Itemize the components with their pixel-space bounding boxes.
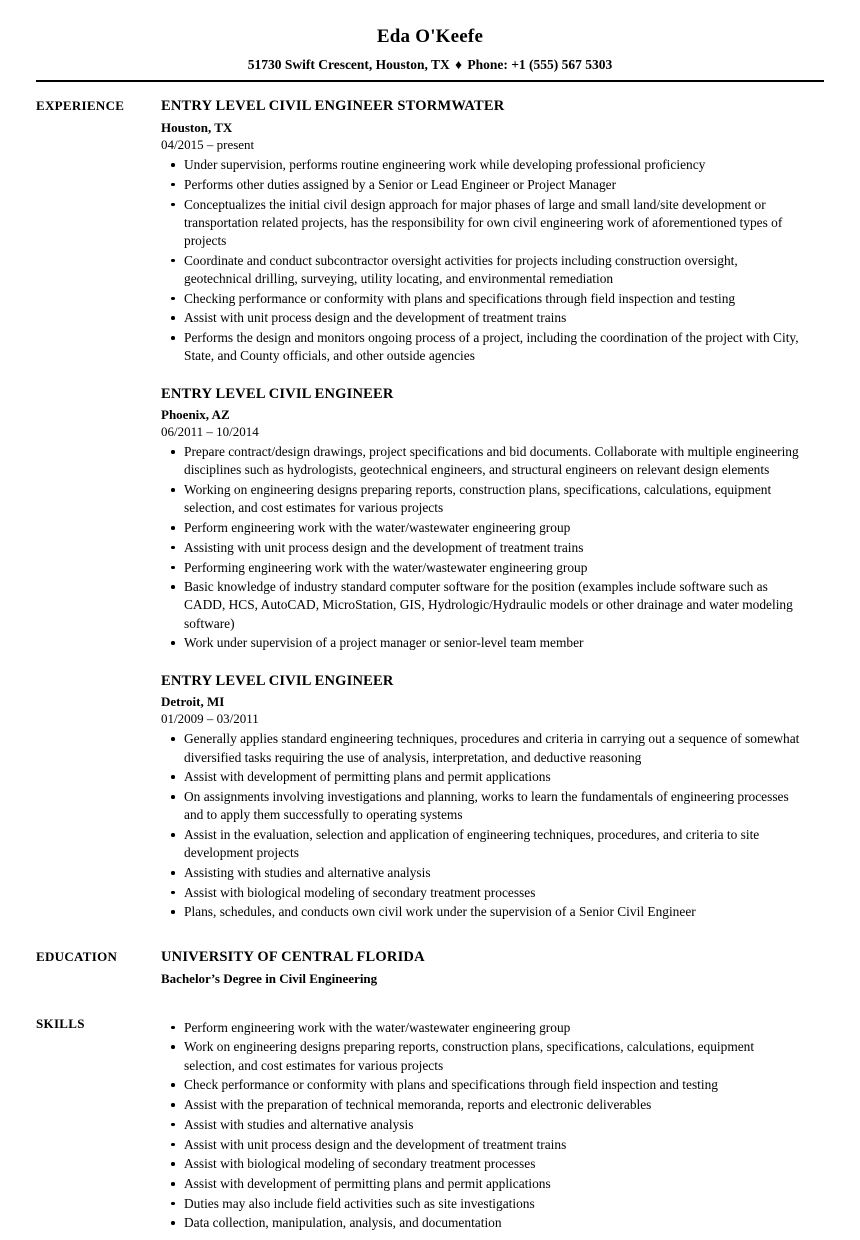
job-bullet: Assist in the evaluation, selection and application of engineering techniques, procedures, and criteria to site development projects [161,826,806,862]
skill-bullet: Assist with studies and alternative analysis [161,1116,806,1134]
job-dates: 06/2011 – 10/2014 [161,423,259,439]
job-bullet: Working on engineering designs preparing reports, construction plans, specifications, calculations, equipment selection, and cost estimates for various projects [161,481,806,517]
job-bullet: On assignments involving investigations and planning, works to learn the fundamentals of engineering processes and to apply them successfully to operating systems [161,788,806,824]
contact-line [0,57,860,73]
education-degree: Bachelor’s Degree in Civil Engineering [161,971,378,987]
skills-section [0,1015,860,1233]
experience-entry [161,672,806,922]
job-bullet: Prepare contract/design drawings, project specifications and bid documents. Collaborate with multiple engineering disciplines such as hydrologists, geotechnical engineers, and structural engineers on relevant design elements [161,443,806,479]
job-dates: 04/2015 – present [161,136,255,152]
diamond-separator-icon: ♦ [455,56,462,72]
job-bullet-list [161,443,806,652]
job-bullet: Assist with biological modeling of secondary treatment processes [161,884,806,902]
job-bullet: Under supervision, performs routine engineering work while developing professional proficiency [161,156,806,174]
education-section-body [161,948,806,987]
skill-bullet: Assist with the preparation of technical memoranda, reports and electronic deliverables [161,1096,806,1114]
skill-bullet: Perform engineering work with the water/wastewater engineering group [161,1019,806,1037]
job-bullet: Assist with unit process design and the development of treatment trains [161,309,806,327]
job-location: Houston, TX [161,119,233,135]
job-bullet: Assisting with unit process design and the development of treatment trains [161,539,806,557]
experience-section-label: EXPERIENCE [36,98,125,114]
contact-phone: Phone: +1 (555) 567 5303 [467,56,613,72]
header-divider [36,80,824,82]
education-section-label: EDUCATION [36,948,118,964]
job-dates: 01/2009 – 03/2011 [161,710,259,726]
skill-bullet: Assist with unit process design and the development of treatment trains [161,1136,806,1154]
experience-section-body [161,97,806,921]
job-location: Detroit, MI [161,694,225,710]
skill-bullet: Work on engineering designs preparing reports, construction plans, specifications, calculations, equipment selection, and cost estimates for various projects [161,1038,806,1074]
job-bullet: Basic knowledge of industry standard computer software for the position (examples include software such as CADD, HCS, AutoCAD, MicroStation, GIS, Hydrologic/Hydraulic models or other drainage and water modeling software) [161,578,806,633]
job-title: ENTRY LEVEL CIVIL ENGINEER [161,385,394,402]
experience-entry [161,385,806,653]
job-bullet-list [161,156,806,365]
skills-bullet-list [161,1019,806,1233]
job-bullet: Performs the design and monitors ongoing process of a project, including the coordination of the project with City, State, and County officials, and other outside agencies [161,329,806,365]
job-bullet: Conceptualizes the initial civil design approach for major phases of large and small land/site development or transportation related projects, has the responsibility for own civil engineering work of aforementioned types of projects [161,196,806,251]
skill-bullet: Assist with development of permitting plans and permit applications [161,1175,806,1193]
job-bullet: Perform engineering work with the water/wastewater engineering group [161,519,806,537]
job-bullet: Checking performance or conformity with plans and specifications through field inspection and testing [161,290,806,308]
job-title: ENTRY LEVEL CIVIL ENGINEER [161,672,394,689]
job-bullet: Coordinate and conduct subcontractor oversight activities for projects including construction oversight, geotechnical drilling, surveying, utility locating, and environmental remediation [161,252,806,288]
contact-address: 51730 Swift Crescent, Houston, TX [247,56,450,72]
skill-bullet: Duties may also include field activities such as site investigations [161,1195,806,1213]
education-school: UNIVERSITY OF CENTRAL FLORIDA [161,948,425,965]
skill-bullet: Check performance or conformity with plans and specifications through field inspection and testing [161,1076,806,1094]
job-bullet: Assist with development of permitting plans and permit applications [161,768,806,786]
resume-header [0,0,860,82]
job-bullet: Plans, schedules, and conducts own civil work under the supervision of a Senior Civil Engineer [161,903,806,921]
experience-section [0,97,860,921]
job-bullet: Assisting with studies and alternative analysis [161,864,806,882]
skill-bullet: Data collection, manipulation, analysis, and documentation [161,1214,806,1232]
job-location: Phoenix, AZ [161,407,230,423]
experience-entry [161,97,806,365]
job-bullet: Work under supervision of a project manager or senior-level team member [161,634,806,652]
job-bullet: Performing engineering work with the water/wastewater engineering group [161,559,806,577]
job-bullet-list [161,730,806,921]
skills-section-label: SKILLS [36,1015,85,1031]
candidate-name: Eda O'Keefe [376,26,484,47]
skills-section-body [161,1015,806,1233]
job-bullet: Generally applies standard engineering techniques, procedures and criteria in carrying out a sequence of somewhat diversified tasks requiring the use of analysis, interpretation, and deductive reasoning [161,730,806,766]
job-bullet: Performs other duties assigned by a Senior or Lead Engineer or Project Manager [161,176,806,194]
education-section [0,948,860,987]
skill-bullet: Assist with biological modeling of secondary treatment processes [161,1155,806,1173]
job-title: ENTRY LEVEL CIVIL ENGINEER STORMWATER [161,98,505,115]
